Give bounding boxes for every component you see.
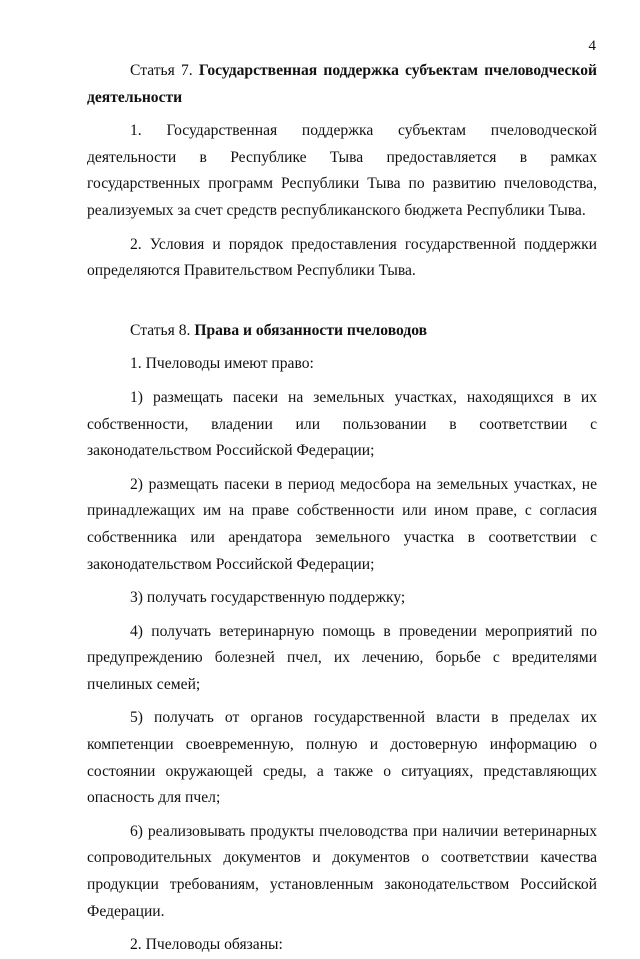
document-body xyxy=(87,58,597,959)
rights-item-2: 2) размещать пасеки в период медосбора на земельных участках, не принадлежащих им на праве собственности или ином праве, с согласия собственника или арендатора земельного участка в соответствии с законодательством Российской Федерации; xyxy=(87,475,597,573)
article-7-heading xyxy=(87,58,597,111)
article-8-prefix: Статья 8. xyxy=(130,321,191,339)
article-8-heading xyxy=(87,318,597,345)
duties-intro: 2. Пчеловоды обязаны: xyxy=(130,936,283,954)
rights-item-6: 6) реализовывать продукты пчеловодства при наличии ветеринарных сопроводительных документов и документов о соответствии качества продукции требованиям, установленным законодательством Российской Федерации. xyxy=(87,822,597,920)
rights-intro: 1. Пчеловоды имеют право: xyxy=(130,355,314,373)
article-7-title: Государственная поддержка субъектам пчеловодческой деятельности xyxy=(87,62,597,106)
rights-item-4: 4) получать ветеринарную помощь в проведении мероприятий по предупреждению болезней пчел, их лечению, борьбе с вредителями пчелиных семей; xyxy=(87,622,597,693)
article-7-paragraph-1: 1. Государственная поддержка субъектам пчеловодческой деятельности в Республике Тыва предоставляется в рамках государственных программ Республики Тыва по развитию пчеловодства, реализуемых за счет средств республиканского бюджета Республики Тыва. xyxy=(87,122,597,219)
rights-item-1: 1) размещать пасеки на земельных участках, находящихся в их собственности, владении или пользовании в соответствии с законодательством Российской Федерации; xyxy=(87,388,597,460)
article-7-prefix: Статья 7. xyxy=(130,62,193,79)
article-7-paragraph-2: 2. Условия и порядок предоставления государственной поддержки определяются Правительством Республики Тыва. xyxy=(87,235,597,280)
page-number: 4 xyxy=(588,38,596,54)
rights-item-3: 3) получать государственную поддержку; xyxy=(130,589,406,607)
article-8-title: Права и обязанности пчеловодов xyxy=(194,321,428,339)
rights-item-5: 5) получать от органов государственной власти в пределах их компетенции своевременную, полную и достоверную информацию о состоянии окружающей среды, а также о ситуациях, представляющих опасность для пчел; xyxy=(87,709,597,807)
